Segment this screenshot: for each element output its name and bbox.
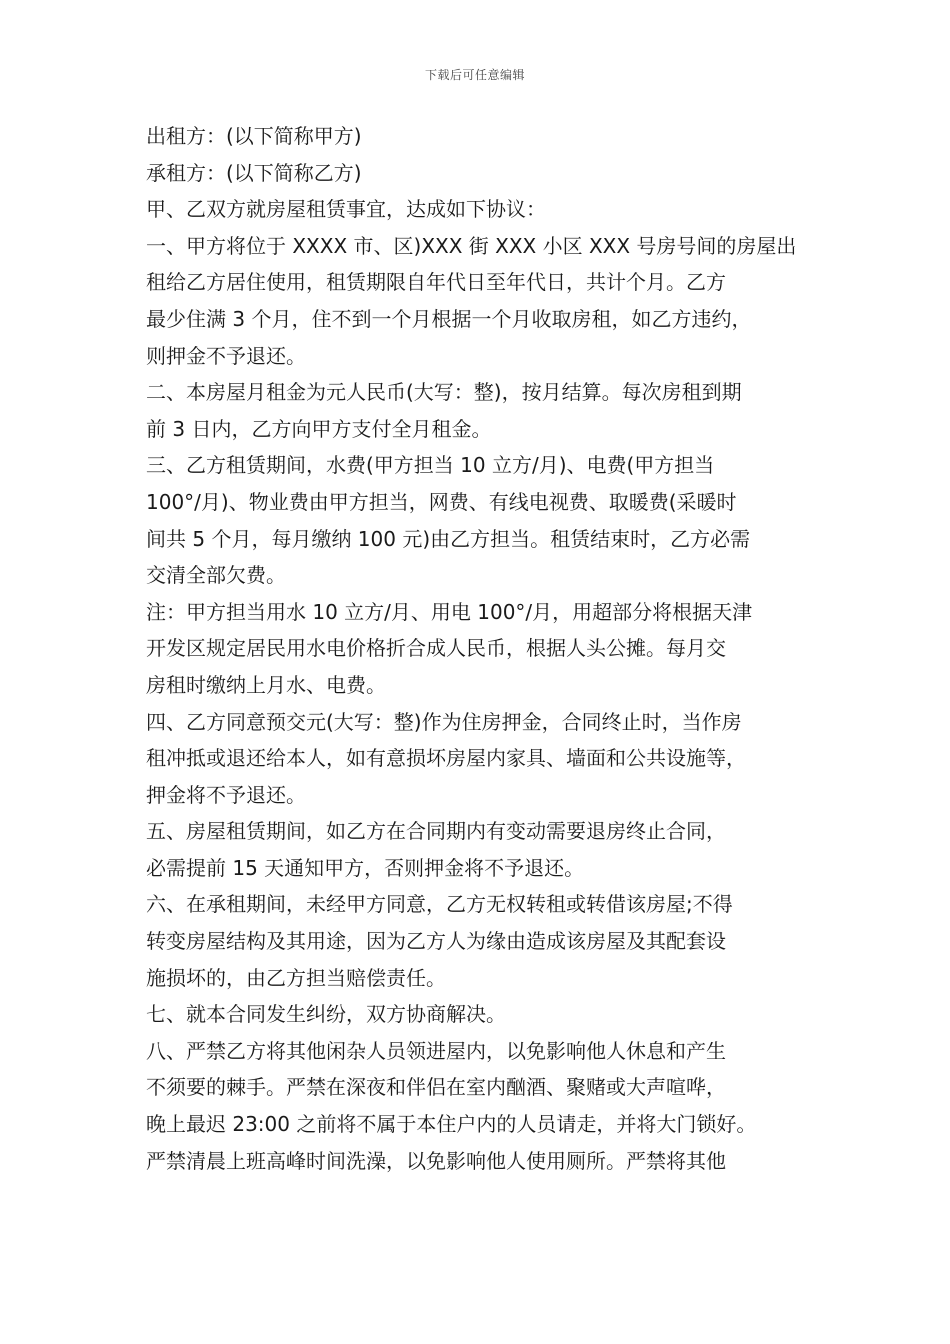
text-line: 二、本房屋月租金为元人民币(大写：整)，按月结算。每次房租到期 — [146, 380, 742, 405]
text-line: 最少住满 3 个月，住不到一个月根据一个月收取房租，如乙方违约， — [146, 306, 752, 331]
text-line: 三、乙方租赁期间，水费(甲方担当 10 立方/月)、电费(甲方担当 — [146, 453, 715, 478]
text-line: 注：甲方担当用水 10 立方/月、用电 100°/月，用超部分将根据天津 — [146, 599, 753, 624]
text-line: 租给乙方居住使用，租赁期限自年代日至年代日，共计个月。乙方 — [146, 270, 726, 295]
text-line: 租冲抵或退还给本人，如有意损坏房屋内家具、墙面和公共设施等， — [146, 746, 746, 771]
text-line: 间共 5 个月，每月缴纳 100 元)由乙方担当。租赁结束时，乙方必需 — [146, 526, 751, 551]
text-line: 八、严禁乙方将其他闲杂人员领进屋内，以免影响他人休息和产生 — [146, 1038, 726, 1063]
text-line: 四、乙方同意预交元(大写：整)作为住房押金，合同终止时，当作房 — [146, 709, 742, 734]
text-line: 承租方：(以下简称乙方) — [146, 160, 362, 185]
page-header: 下载后可任意编辑 — [424, 68, 525, 82]
text-line: 必需提前 15 天通知甲方，否则押金将不予退还。 — [146, 855, 585, 880]
text-line: 转变房屋结构及其用途，因为乙方人为缘由造成该房屋及其配套设 — [146, 929, 726, 954]
text-line: 开发区规定居民用水电价格折合成人民币，根据人头公摊。每月交 — [146, 636, 726, 661]
text-line: 六、在承租期间，未经甲方同意，乙方无权转租或转借该房屋;不得 — [146, 892, 733, 917]
text-line: 晚上最迟 23:00 之前将不属于本住户内的人员请走，并将大门锁好。 — [146, 1112, 757, 1137]
text-line: 100°/月)、物业费由甲方担当，网费、有线电视费、取暖费(采暖时 — [146, 489, 737, 514]
text-line: 房租时缴纳上月水、电费。 — [146, 672, 386, 697]
text-line: 一、甲方将位于 XXXX 市、区)XXX 街 XXX 小区 XXX 号房号间的房屋出 — [146, 233, 797, 258]
text-line: 出租方：(以下简称甲方) — [146, 124, 362, 148]
text-line: 严禁清晨上班高峰时间洗澡，以免影响他人使用厕所。严禁将其他 — [146, 1148, 726, 1173]
text-line: 前 3 日内，乙方向甲方支付全月租金。 — [146, 416, 492, 441]
text-line: 七、就本合同发生纠纷，双方协商解决。 — [146, 1002, 506, 1027]
text-line: 不须要的棘手。严禁在深夜和伴侣在室内酗酒、聚赌或大声喧哗， — [146, 1075, 726, 1100]
text-line: 甲、乙双方就房屋租赁事宜，达成如下协议： — [146, 197, 546, 222]
document-body — [146, 118, 814, 1179]
text-line: 则押金不予退还。 — [146, 343, 306, 368]
text-line: 交清全部欠费。 — [146, 563, 286, 588]
text-line: 押金将不予退还。 — [146, 782, 306, 807]
text-line: 五、房屋租赁期间，如乙方在合同期内有变动需要退房终止合同， — [146, 819, 726, 844]
text-line: 施损坏的，由乙方担当赔偿责任。 — [146, 965, 446, 990]
